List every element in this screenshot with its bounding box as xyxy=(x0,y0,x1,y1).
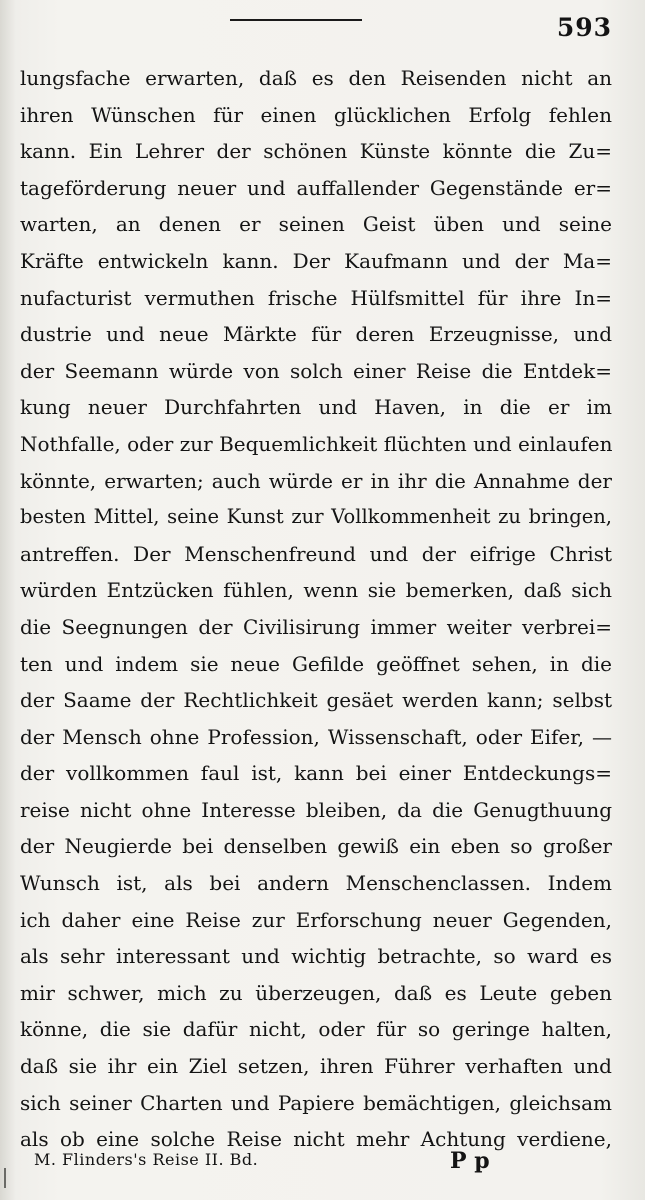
text-line: nufacturist vermuthen frische Hülfsmittel für ihre In= xyxy=(20,285,612,310)
margin-mark xyxy=(4,1168,6,1188)
text-line: als ob eine solche Reise nicht mehr Achtung verdiene, xyxy=(20,1127,612,1152)
text-line: kann. Ein Lehrer der schönen Künste könnte die Zu= xyxy=(20,139,612,164)
text-line: dustrie und neue Märkte für deren Erzeugnisse, und xyxy=(20,322,612,347)
text-line: würden Entzücken fühlen, wenn sie bemerken, daß sich xyxy=(20,578,612,603)
text-line: der Mensch ohne Profession, Wissenschaft, oder Eifer, — xyxy=(20,724,612,749)
text-line: sich seiner Charten und Papiere bemächtigen, gleichsam xyxy=(20,1090,612,1115)
footer-signature-title: M. Flinders's Reise II. Bd. xyxy=(34,1150,259,1169)
text-line: könnte, erwarten; auch würde er in ihr die Annahme der xyxy=(20,468,612,493)
text-line: daß sie ihr ein Ziel setzen, ihren Führer verhaften und xyxy=(20,1054,612,1079)
text-line: ihren Wünschen für einen glücklichen Erfolg fehlen xyxy=(20,102,612,127)
text-line: der vollkommen faul ist, kann bei einer Entdeckungs= xyxy=(20,761,612,786)
text-line: ten und indem sie neue Gefilde geöffnet sehen, in die xyxy=(20,651,612,676)
text-line: Nothfalle, oder zur Bequemlichkeit flüchten und einlaufen xyxy=(20,431,613,456)
text-line: mir schwer, mich zu überzeugen, daß es Leute geben xyxy=(20,980,612,1005)
text-line: Wunsch ist, als bei andern Menschenclassen. Indem xyxy=(20,871,612,896)
text-line: der Seemann würde von solch einer Reise die Entdek= xyxy=(20,358,612,383)
text-line: als sehr interessant und wichtig betrachte, so ward es xyxy=(20,944,612,969)
footer-signature-mark: P p xyxy=(450,1148,490,1174)
text-line: der Saame der Rechtlichkeit gesäet werden kann; selbst xyxy=(20,688,612,713)
text-line: antreffen. Der Menschenfreund und der eifrige Christ xyxy=(20,541,612,566)
text-line: tageförderung neuer und auffallender Gegenstände er= xyxy=(20,175,612,200)
text-line: ich daher eine Reise zur Erforschung neuer Gegenden, xyxy=(20,907,612,932)
text-line: warten, an denen er seinen Geist üben und seine xyxy=(20,212,612,237)
text-line: besten Mittel, seine Kunst zur Vollkommenheit zu bringen, xyxy=(20,505,612,529)
text-line: könne, die sie dafür nicht, oder für so geringe halten, xyxy=(20,1017,612,1042)
text-line: reise nicht ohne Interesse bleiben, da die Genugthuung xyxy=(20,797,612,822)
header-rule xyxy=(230,19,362,21)
body-text xyxy=(20,60,612,1158)
text-line: die Seegnungen der Civilisirung immer weiter verbrei= xyxy=(20,614,612,639)
text-line: lungsfache erwarten, daß es den Reisenden nicht an xyxy=(20,66,612,90)
page-number: 593 xyxy=(556,13,612,42)
text-line: kung neuer Durchfahrten und Haven, in die er im xyxy=(20,395,612,420)
text-line: Kräfte entwickeln kann. Der Kaufmann und der Ma= xyxy=(20,248,612,273)
text-line: der Neugierde bei denselben gewiß ein eben so großer xyxy=(20,834,612,859)
